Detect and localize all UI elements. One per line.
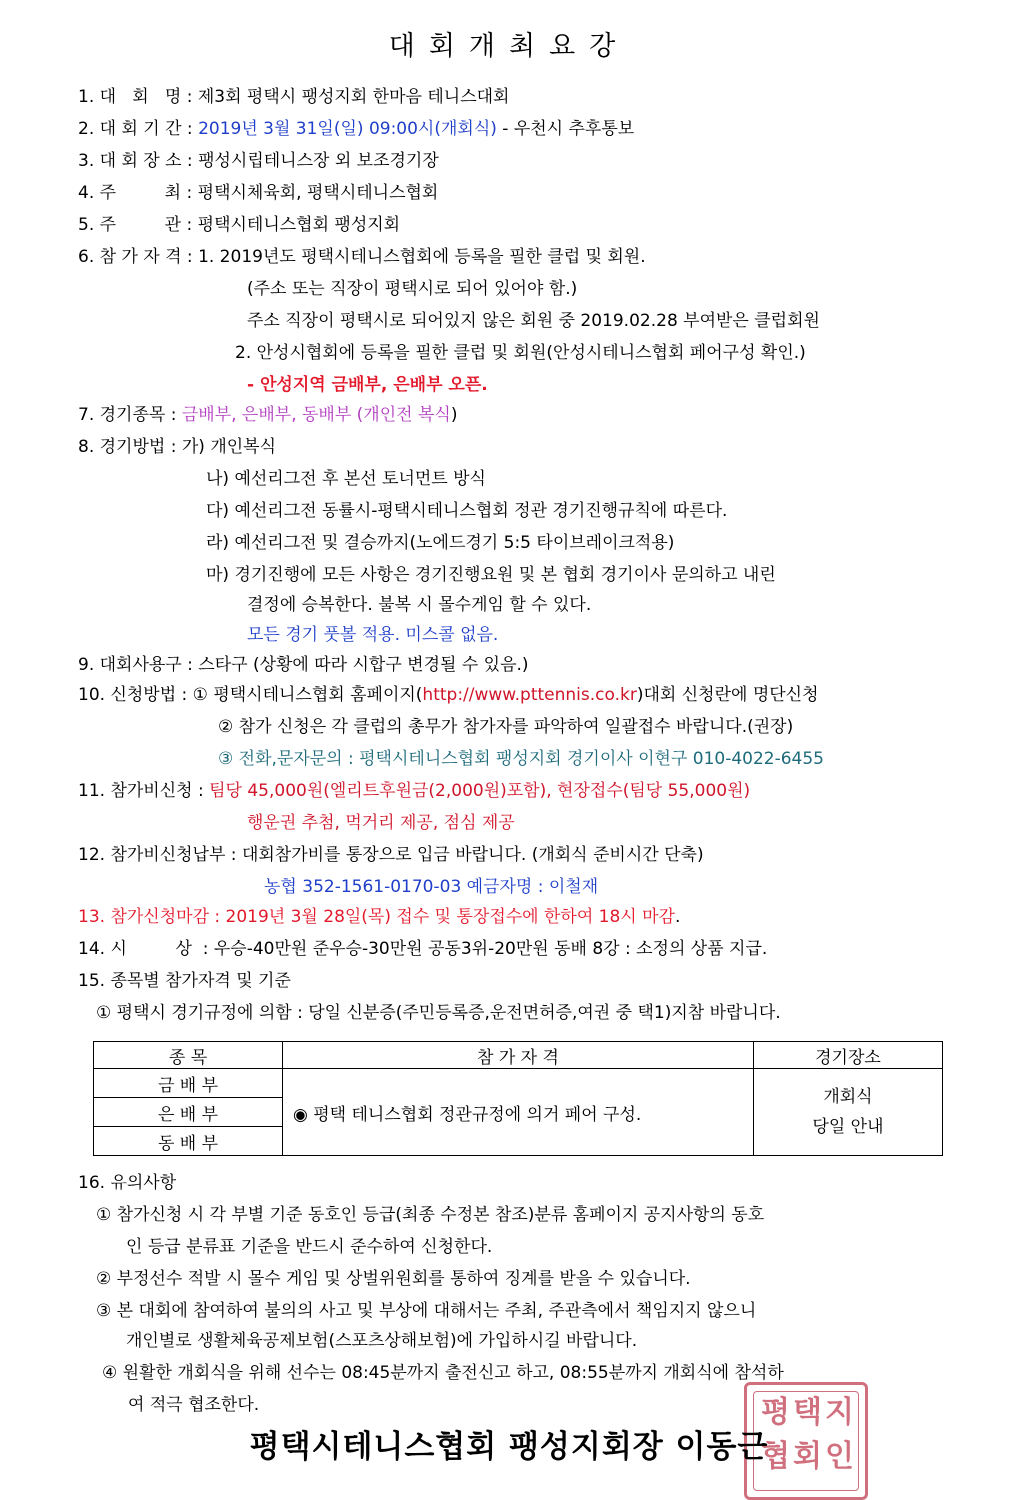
item-4: [78, 182, 438, 204]
item-11: [78, 780, 750, 802]
item-10-label: 10. 신청방법 :: [78, 685, 188, 705]
venue-line-2: 당일 안내: [812, 1117, 884, 1137]
header-category: 종 목: [94, 1042, 283, 1069]
item-12-account: 농협 352-1561-0170-03 예금자명 : 이철재: [264, 877, 599, 897]
item-2-rest: - 우천시 추후통보: [496, 119, 635, 139]
item-7-close: ): [450, 405, 458, 425]
item-6-line2: (주소 또는 직장이 평택시로 되어 있어야 함.): [247, 279, 578, 299]
item-11-l1: 팀당 45,000원(엘리트후원금(2,000원)포함), 현장접수(팀당 55,000원): [209, 781, 751, 801]
item-15-label: 15. 종목별 참가자격 및 기준: [78, 971, 291, 991]
item-13: [78, 906, 680, 928]
item-14-value: 우승-40만원 준우승-30만원 공동3위-20만원 동배 8강 : 소정의 상품 지급.: [213, 939, 768, 959]
item-2-date: 2019년 3월 31일(일) 09:00시(개회식): [198, 119, 497, 139]
item-8-e2: 결정에 승복한다. 불복 시 몰수게임 할 수 있다.: [247, 595, 592, 615]
table-row: [94, 1069, 943, 1098]
item-6-label: 6. 참 가 자 격 :: [78, 247, 193, 267]
item-6-line3: 주소 직장이 평택시로 되어있지 않은 회원 중 2019.02.28 부여받은 클럽회원: [247, 311, 820, 331]
seal-mark: 인: [825, 1439, 854, 1474]
item-6-line5: - 안성지역 금배부, 은배부 오픈.: [247, 375, 488, 395]
item-1-value: 제3회 평택시 팽성지회 한마음 테니스대회: [197, 87, 510, 107]
item-1-label: 1. 대 회 명 :: [78, 87, 193, 107]
document-title: 대회개최요강: [388, 31, 630, 62]
seal-mark: 협: [761, 1439, 790, 1474]
item-16-n2: ② 부정선수 적발 시 몰수 게임 및 상벌위원회를 통하여 징계를 받을 수 있습니다.: [96, 1269, 691, 1289]
item-6: [78, 246, 646, 268]
item-8-note: 모든 경기 풋볼 적용. 미스콜 없음.: [247, 625, 499, 645]
item-5: [78, 214, 400, 236]
item-16-n3b: 개인별로 생활체육공제보험(스포츠상해보험)에 가입하시길 바랍니다.: [126, 1331, 638, 1351]
item-16-n4a: ④ 원활한 개회식을 위해 선수는 08:45분까지 출전신고 하고, 08:55분까지 개회식에 참석하: [102, 1363, 784, 1383]
item-7-label: 7. 경기종목 :: [78, 405, 177, 425]
item-16-n3a: ③ 본 대회에 참여하여 불의의 사고 및 부상에 대해서는 주최, 주관측에서 책임지지 않으니: [96, 1301, 757, 1321]
item-8-label: 8. 경기방법 :: [78, 437, 177, 457]
item-13-value: 참가신청마감 : 2019년 3월 28일(목) 접수 및 통장접수에 한하여 18시 마감: [110, 907, 675, 927]
item-10-l3: [218, 748, 824, 770]
table-header-row: [94, 1042, 943, 1069]
item-3: [78, 150, 439, 172]
item-14: [78, 938, 767, 960]
item-11-l2: 행운권 추첨, 먹거리 제공, 점심 제공: [247, 813, 515, 833]
category-silver: 은 배 부: [94, 1098, 283, 1127]
venue-line-1: 개회식: [823, 1087, 873, 1107]
header-qualification: 참 가 자 격: [283, 1042, 754, 1069]
item-9: [78, 654, 529, 676]
item-2: [78, 118, 634, 140]
item-16-label: 16. 유의사항: [78, 1173, 177, 1193]
item-9-label: 9. 대회사용구 :: [78, 655, 193, 675]
item-9-value: 스타구 (상황에 따라 시합구 변경될 수 있음.): [198, 655, 529, 675]
seal-mark: 회: [793, 1439, 822, 1474]
item-5-label: 5. 주 관 :: [78, 215, 193, 235]
item-11-label: 11. 참가비신청 :: [78, 781, 204, 801]
item-10-l3-text: 전화,문자문의 : 평택시테니스협회 팽성지회 경기이사 이현구 010-4022-6455: [238, 749, 825, 769]
item-8: [78, 436, 276, 458]
item-12-value: 대회참가비를 통장으로 입금 바랍니다. (개회식 준비시간 단축): [241, 845, 704, 865]
header-venue: 경기장소: [753, 1042, 942, 1069]
item-13-num: 13.: [78, 907, 111, 927]
seal-mark: 평: [761, 1395, 790, 1430]
item-10-l2: ② 참가 신청은 각 클럽의 총무가 참가자를 파악하여 일괄접수 바랍니다.(권장): [218, 717, 794, 737]
item-8-c: 다) 예선리그전 동률시-평택시테니스협회 정관 경기진행규칙에 따른다.: [206, 501, 728, 521]
category-gold: 금 배 부: [94, 1069, 283, 1098]
item-2-label: 2. 대 회 기 간 :: [78, 119, 193, 139]
venue-cell: [753, 1069, 942, 1156]
seal-mark: 지: [825, 1395, 854, 1430]
item-3-value: 팽성시립테니스장 외 보조경기장: [198, 151, 439, 171]
item-4-value: 평택시체육회, 평택시테니스협회: [197, 183, 439, 203]
item-7-value: 금배부, 은배부, 동배부 (개인전 복식: [181, 405, 451, 425]
item-16-n4b: 여 적극 협조한다.: [128, 1395, 260, 1415]
item-1: [78, 86, 509, 108]
category-table: [93, 1041, 943, 1156]
homepage-link[interactable]: http://www.pttennis.co.kr: [422, 685, 637, 705]
item-6-line4: 2. 안성시협회에 등록을 필한 클럽 및 회원(안성시테니스협회 페어구성 확인.): [235, 343, 806, 363]
category-bronze: 동 배 부: [94, 1127, 283, 1156]
item-8-a: 가) 개인복식: [181, 437, 277, 457]
item-3-label: 3. 대 회 장 소 :: [78, 151, 193, 171]
item-8-d: 라) 예선리그전 및 결승까지(노에드경기 5:5 타이브레이크적용): [206, 533, 675, 553]
item-16-n1a: ① 참가신청 시 각 부별 기준 동호인 등급(최종 수정본 참조)분류 홈페이지 공지사항의 동호: [96, 1205, 765, 1225]
item-6-line1: 1. 2019년도 평택시테니스협회에 등록을 필한 클럽 및 회원.: [198, 247, 646, 267]
item-5-value: 평택시테니스협회 팽성지회: [197, 215, 401, 235]
item-14-label: 14. 시 상 :: [78, 939, 209, 959]
item-8-b: 나) 예선리그전 후 본선 토너먼트 방식: [206, 469, 486, 489]
qualification-cell: ◉ 평택 테니스협회 정관규정에 의거 페어 구성.: [283, 1069, 754, 1156]
item-10-l1a: ① 평택시테니스협회 홈페이지(: [192, 685, 423, 705]
item-12: [78, 844, 704, 866]
item-15-sub: ① 평택시 경기규정에 의함 : 당일 신분증(주민등록증,운전면허증,여권 중 택1)지참 바랍니다.: [96, 1003, 781, 1023]
item-12-label: 12. 참가비신청납부 :: [78, 845, 237, 865]
item-10: [78, 684, 819, 706]
item-10-l1b: )대회 신청란에 명단신청: [636, 685, 819, 705]
item-4-label: 4. 주 최 :: [78, 183, 193, 203]
item-16-n1b: 인 등급 분류표 기준을 반드시 준수하여 신청한다.: [126, 1237, 493, 1257]
seal-mark: 택: [793, 1395, 822, 1430]
item-10-l3-marker: ③: [218, 749, 239, 769]
signature-line: 평택시테니스협회 팽성지회장 이동근: [249, 1429, 769, 1465]
item-8-e: 마) 경기진행에 모든 사항은 경기진행요원 및 본 협회 경기이사 문의하고 내린: [206, 565, 776, 585]
item-7: [78, 404, 457, 426]
item-13-dot: .: [674, 907, 681, 927]
